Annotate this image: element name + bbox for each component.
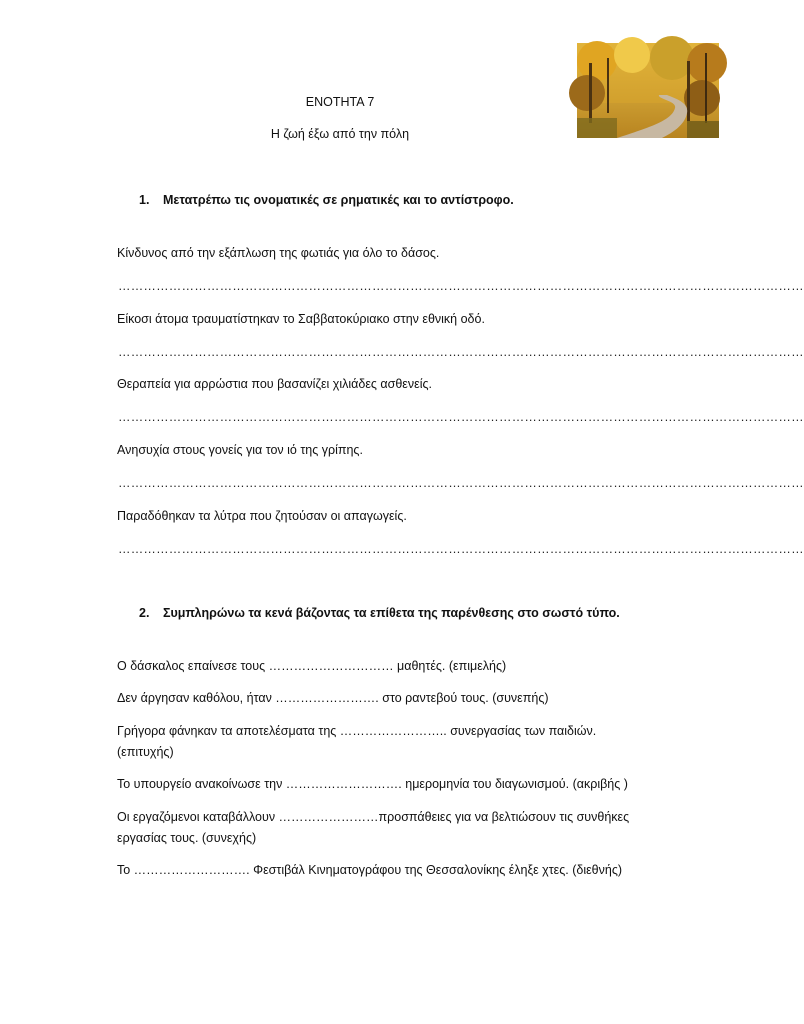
- section2-sentence: Οι εργαζόμενοι καταβάλλουν ……………………προσπάθειες για να βελτιώσουν τις συνθήκες εργασίας τους. (συνεχής): [117, 810, 630, 845]
- section2-heading: Συμπληρώνω τα κενά βάζοντας τα επίθετα της παρένθεσης στο σωστό τύπο.: [163, 606, 620, 620]
- answer-line: ………………………………………………………………………………………………………………………………………………: [118, 542, 804, 556]
- section1-sentence: Θεραπεία για αρρώστια που βασανίζει χιλιάδες ασθενείς.: [117, 377, 432, 391]
- section2-sentence: Το υπουργείο ανακοίνωσε την ………………………. ημερομηνία του διαγωνισμού. (ακριβής ): [117, 777, 628, 791]
- answer-line: ………………………………………………………………………………………………………………………………………………: [118, 476, 804, 490]
- unit-title: ΕΝΟΤΗΤΑ 7: [305, 95, 375, 109]
- section2-sentence: Ο δάσκαλος επαίνεσε τους ………………………… μαθητές. (επιμελής): [117, 659, 507, 673]
- section2-sentence: Γρήγορα φάνηκαν τα αποτελέσματα της …………………….. συνεργασίας των παιδιών. (επιτυχής): [117, 724, 597, 759]
- section1-sentence: Είκοσι άτομα τραυματίστηκαν το Σαββατοκύριακο στην εθνική οδό.: [117, 312, 485, 326]
- section2-sentence: Δεν άργησαν καθόλου, ήταν ……………………. στο ραντεβού τους. (συνεπής): [117, 691, 549, 705]
- unit-subtitle: Η ζωή έξω από την πόλη: [270, 127, 410, 141]
- answer-line: ………………………………………………………………………………………………………………………………………………: [118, 410, 804, 424]
- section2-number: 2.: [139, 606, 150, 620]
- section1-number: 1.: [139, 193, 150, 207]
- autumn-road-photo: [577, 43, 719, 138]
- answer-line: ………………………………………………………………………………………………………………………………………………: [118, 345, 804, 359]
- section1-sentence: Παραδόθηκαν τα λύτρα που ζητούσαν οι απαγωγείς.: [117, 509, 407, 523]
- section1-sentence: Ανησυχία στους γονείς για τον ιό της γρίπης.: [117, 443, 363, 457]
- section2-sentence: Το ………………………. Φεστιβάλ Κινηματογράφου της Θεσσαλονίκης έληξε χτες. (διεθνής): [117, 863, 623, 877]
- section1-heading: Μετατρέπω τις ονοματικές σε ρηματικές και το αντίστροφο.: [163, 193, 514, 207]
- section1-sentence: Κίνδυνος από την εξάπλωση της φωτιάς για όλο το δάσος.: [117, 246, 440, 260]
- answer-line: ………………………………………………………………………………………………………………………………………………: [118, 279, 804, 293]
